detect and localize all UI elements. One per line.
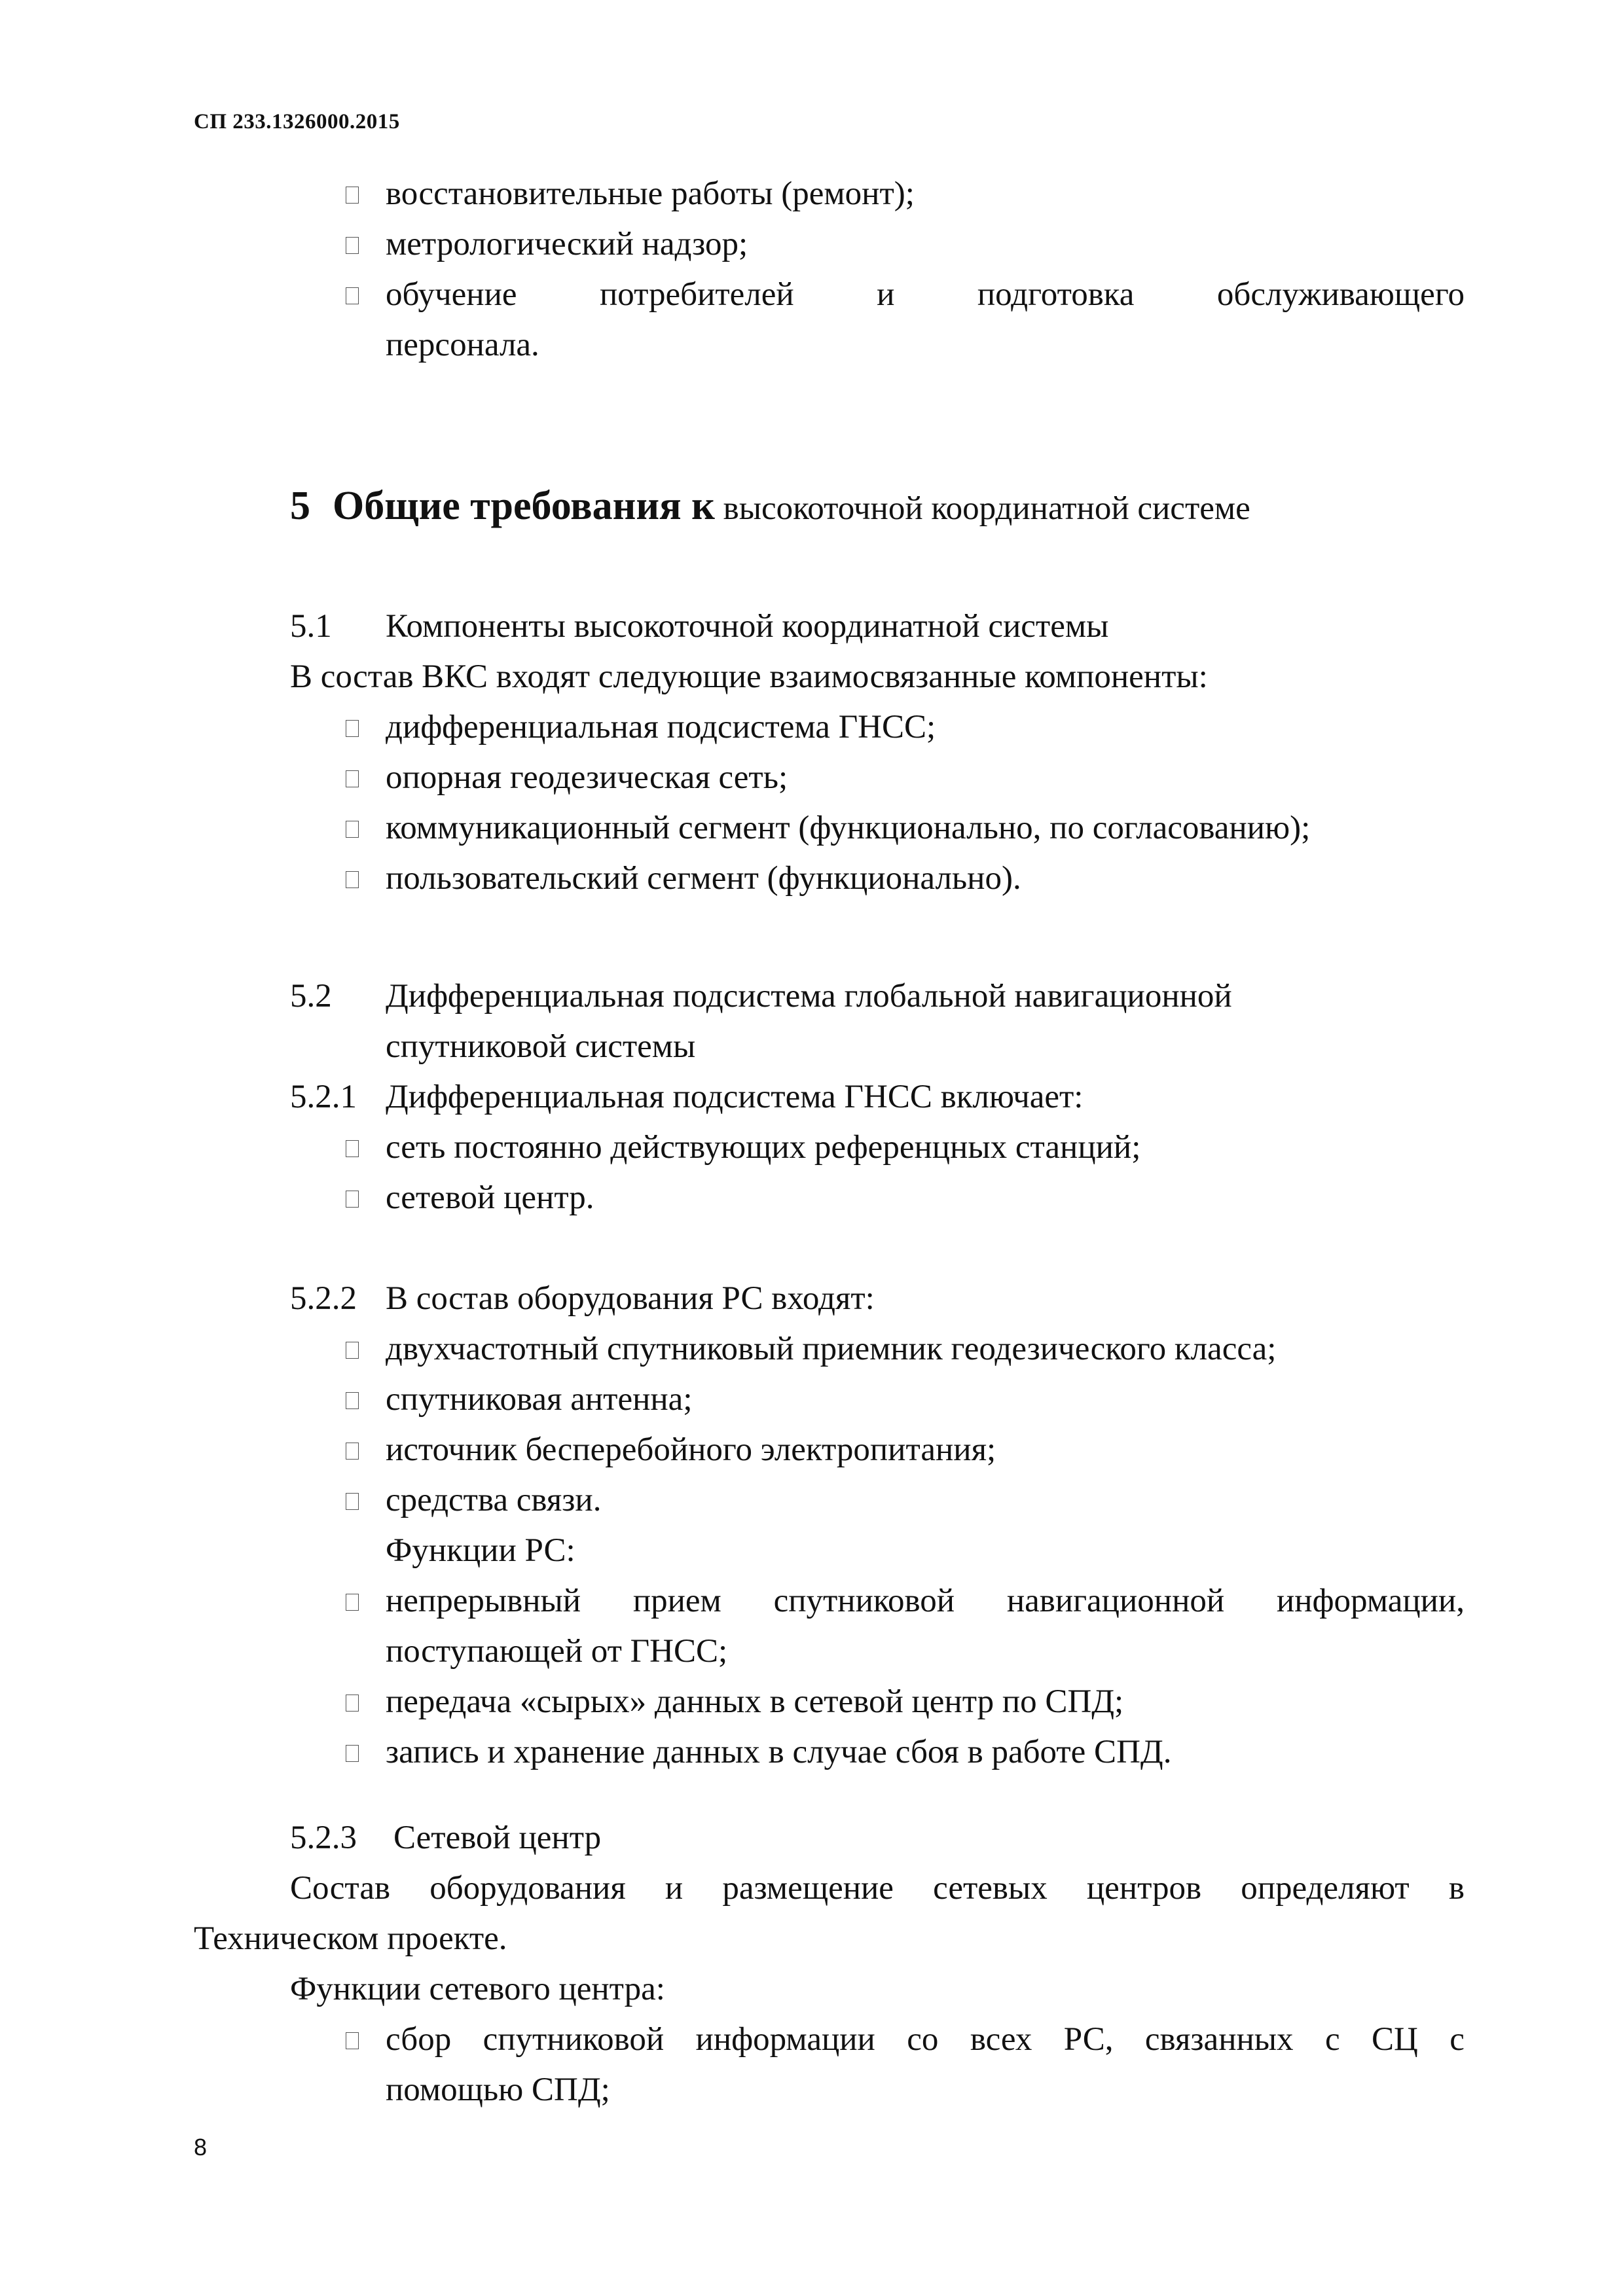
word: сетевых — [933, 1870, 1048, 1907]
functions-label: Функции сетевого центра: — [290, 1971, 665, 2007]
list-bullet — [346, 1342, 359, 1359]
clause-title: Сетевой центр — [393, 1820, 602, 1856]
list-bullet — [346, 1594, 359, 1611]
word: обучение — [386, 276, 517, 313]
subsection-number: 5.2 — [290, 978, 332, 1014]
subsection-title: Дифференциальная подсистема глобальной навигационной — [386, 978, 1232, 1014]
word: и — [877, 276, 895, 313]
word: навигационной — [1006, 1583, 1225, 1619]
word: спутниковой — [483, 2021, 665, 2058]
list-item: запись и хранение данных в случае сбоя в работе СПД. — [386, 1734, 1172, 1770]
list-item: сетевой центр. — [386, 1179, 594, 1216]
clause-number: 5.2.3 — [290, 1820, 357, 1856]
list-item-justified — [386, 270, 1465, 319]
list-item: двухчастотный спутниковый приемник геодезического класса; — [386, 1331, 1277, 1367]
word: спутниковой — [773, 1583, 955, 1619]
word: непрерывный — [386, 1583, 581, 1619]
word: связанных — [1144, 2021, 1294, 2058]
list-bullet — [346, 1695, 359, 1712]
word: обслуживающего — [1216, 276, 1465, 313]
word: СЦ — [1372, 2021, 1418, 2058]
page-number: 8 — [194, 2134, 208, 2161]
list-bullet — [346, 1443, 359, 1460]
list-item: пользовательский сегмент (функционально). — [386, 860, 1021, 897]
word: центров — [1086, 1870, 1202, 1907]
paragraph-continuation: Техническом проекте. — [194, 1920, 507, 1957]
list-bullet — [346, 237, 359, 254]
word: и — [665, 1870, 684, 1907]
list-bullet — [346, 1392, 359, 1409]
list-item: опорная геодезическая сеть; — [386, 759, 788, 796]
list-item: спутниковая антенна; — [386, 1381, 693, 1418]
list-bullet — [346, 1493, 359, 1510]
word: со — [907, 2021, 939, 2058]
list-item-justified — [386, 1576, 1465, 1626]
clause-number: 5.2.2 — [290, 1280, 357, 1317]
word: размещение — [722, 1870, 894, 1907]
word: информации — [695, 2021, 875, 2058]
list-item: метрологический надзор; — [386, 226, 748, 262]
word: в — [1448, 1870, 1465, 1907]
list-bullet — [346, 2032, 359, 2049]
word: потребителей — [599, 276, 794, 313]
word: РС, — [1063, 2021, 1114, 2058]
section-heading — [290, 481, 1250, 533]
list-bullet — [346, 1140, 359, 1157]
word: с — [1450, 2021, 1465, 2058]
clause-text: В состав оборудования РС входят: — [386, 1280, 875, 1317]
word: прием — [632, 1583, 721, 1619]
list-bullet — [346, 187, 359, 204]
paragraph-justified — [290, 1863, 1465, 1913]
clause-number: 5.2.1 — [290, 1079, 357, 1115]
list-item-justified — [386, 2015, 1465, 2064]
word: определяют — [1241, 1870, 1410, 1907]
list-item: восстановительные работы (ремонт); — [386, 175, 915, 212]
list-item-continuation: персонала. — [386, 327, 539, 363]
list-item-continuation: поступающей от ГНСС; — [386, 1633, 728, 1670]
list-bullet — [346, 871, 359, 888]
section-title-rest: высокоточной координатной системе — [723, 490, 1250, 527]
word: оборудования — [429, 1870, 626, 1907]
list-item: источник бесперебойного электропитания; — [386, 1431, 996, 1468]
list-bullet — [346, 821, 359, 838]
section-title-bold: Общие требования к — [333, 484, 715, 528]
subsection-number: 5.1 — [290, 608, 332, 645]
word: сбор — [386, 2021, 452, 2058]
list-item-continuation: помощью СПД; — [386, 2072, 610, 2108]
list-item: передача «сырых» данных в сетевой центр по СПД; — [386, 1683, 1124, 1720]
list-item: дифференциальная подсистема ГНСС; — [386, 709, 936, 745]
word: всех — [970, 2021, 1032, 2058]
word: информации, — [1276, 1583, 1465, 1619]
list-bullet — [346, 1745, 359, 1762]
list-bullet — [346, 720, 359, 737]
paragraph: В состав ВКС входят следующие взаимосвязанные компоненты: — [290, 658, 1208, 695]
list-bullet — [346, 1191, 359, 1208]
subsection-title: Компоненты высокоточной координатной системы — [386, 608, 1109, 645]
functions-label: Функции РС: — [386, 1532, 575, 1569]
clause-text: Дифференциальная подсистема ГНСС включает: — [386, 1079, 1084, 1115]
list-bullet — [346, 287, 359, 304]
word: подготовка — [977, 276, 1135, 313]
document-code: СП 233.1326000.2015 — [194, 110, 400, 134]
section-number: 5 — [290, 484, 310, 528]
list-item: средства связи. — [386, 1482, 602, 1518]
list-item: коммуникационный сегмент (функционально, по согласованию); — [386, 810, 1311, 846]
subsection-title-continuation: спутниковой системы — [386, 1028, 696, 1065]
list-item: сеть постоянно действующих референцных станций; — [386, 1129, 1141, 1166]
word: с — [1324, 2021, 1340, 2058]
word: Состав — [290, 1870, 391, 1907]
list-bullet — [346, 770, 359, 787]
